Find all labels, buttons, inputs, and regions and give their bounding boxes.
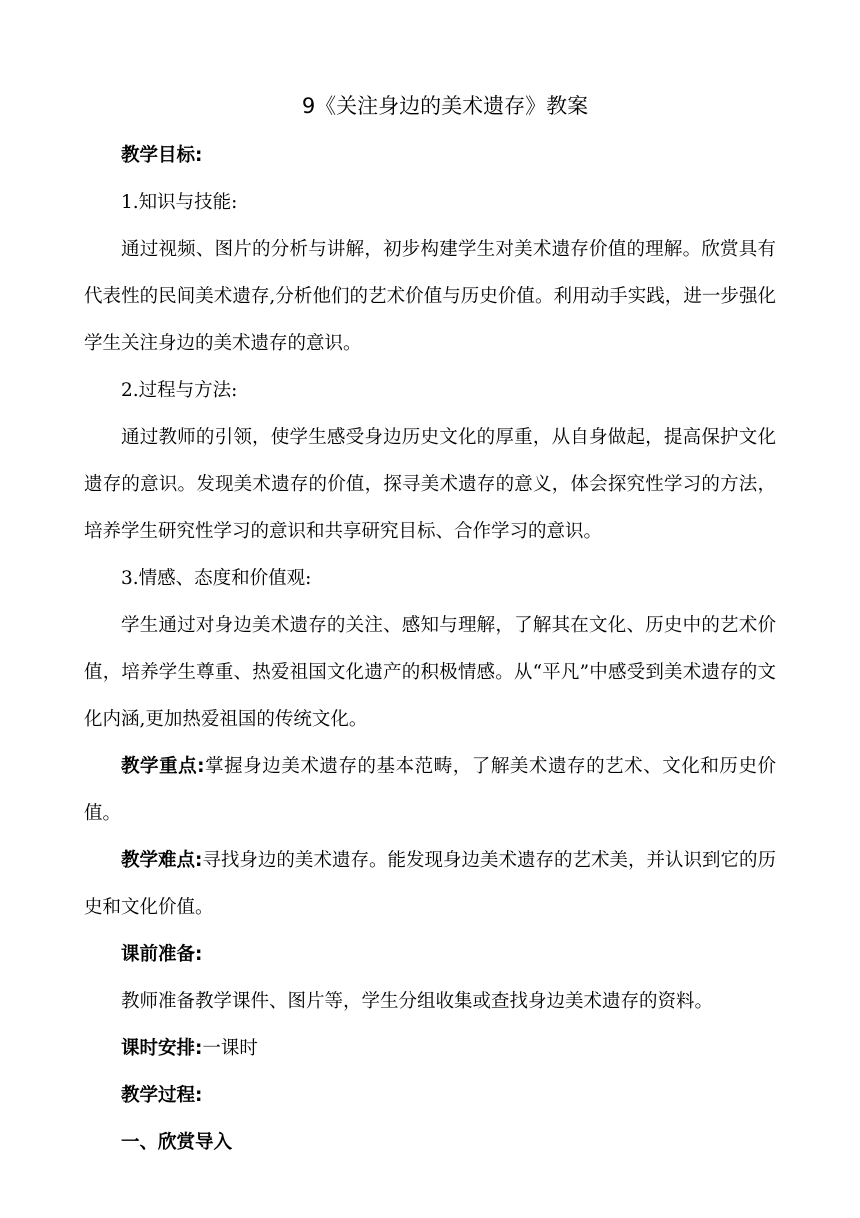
knowledge-heading: 1.知识与技能:	[121, 192, 238, 213]
emotion-paragraph: 学生通过对身边美术遗存的关注、感知与理解，了解其在文化、历史中的艺术价值，培养学生尊重、热爱祖国文化遗产的积极情感。从“平凡”中感受到美术遗存的文化内涵,更加热爱祖国的传统文化。	[84, 615, 776, 730]
key-points-label: 教学重点:	[121, 756, 205, 777]
difficulty-text: 寻找身边的美术遗存。能发现身边美术遗存的艺术美，并认识到它的历史和文化价值。	[84, 850, 776, 918]
key-points-paragraph	[84, 743, 776, 837]
key-points-text: 掌握身边美术遗存的基本范畴，了解美术遗存的艺术、文化和历史价值。	[84, 756, 776, 824]
difficulty-label: 教学难点:	[121, 850, 203, 871]
schedule-line	[84, 1025, 776, 1072]
document-title: 9《关注身边的美术遗存》教案	[301, 94, 589, 118]
section-1-heading: 一、欣赏导入	[121, 1132, 233, 1153]
prep-paragraph: 教师准备教学课件、图片等，学生分组收集或查找身边美术遗存的资料。	[121, 991, 714, 1012]
prep-heading: 课前准备:	[121, 944, 203, 965]
schedule-text: 一课时	[202, 1038, 258, 1059]
process-paragraph: 通过教师的引领，使学生感受身边历史文化的厚重，从自身做起，提高保护文化遗存的意识。发现美术遗存的价值，探寻美术遗存的意义，体会探究性学习的方法，培养学生研究性学习的意识和共享研究目标、合作学习的意识。	[84, 427, 776, 542]
knowledge-paragraph: 通过视频、图片的分析与讲解，初步构建学生对美术遗存价值的理解。欣赏具有代表性的民间美术遗存,分析他们的艺术价值与历史价值。利用动手实践，进一步强化学生关注身边的美术遗存的意识。	[84, 239, 776, 354]
emotion-heading: 3.情感、态度和价值观:	[121, 568, 312, 589]
schedule-label: 课时安排:	[121, 1038, 203, 1059]
objectives-heading: 教学目标:	[121, 145, 203, 166]
process-heading: 2.过程与方法:	[121, 380, 238, 401]
teaching-process-heading: 教学过程:	[121, 1085, 203, 1106]
difficulty-paragraph	[84, 837, 776, 931]
